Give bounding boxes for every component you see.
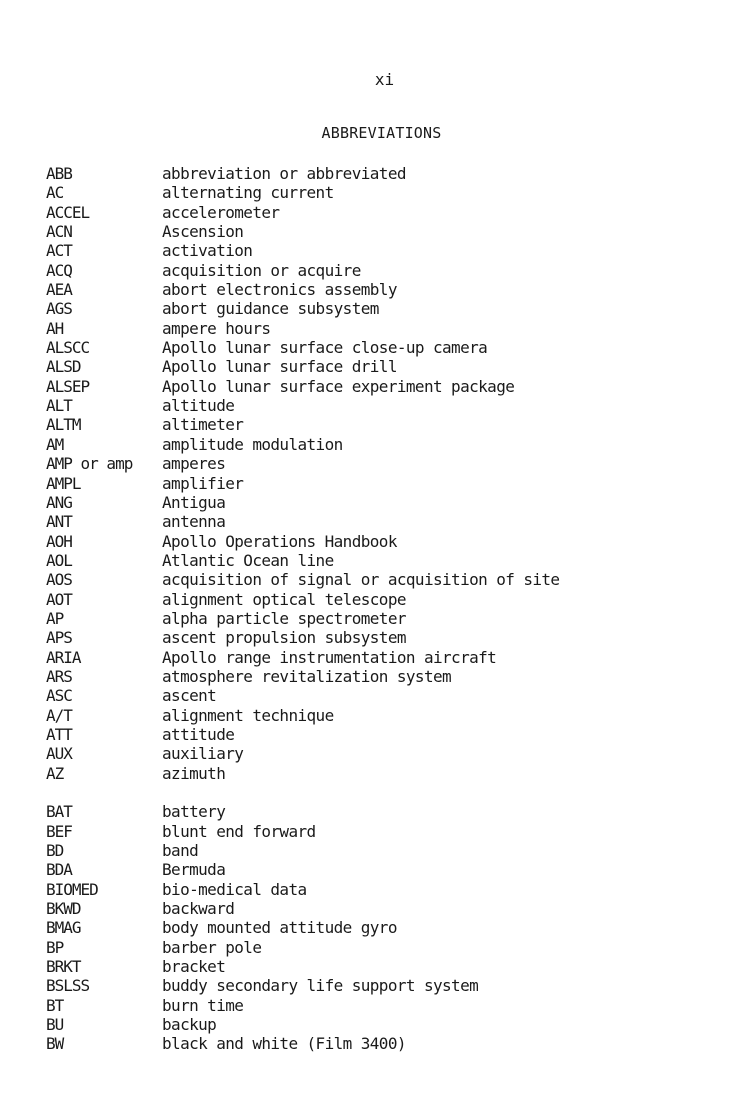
abbreviation-definition: Apollo lunar surface experiment package — [162, 376, 515, 396]
abbreviation-term: ALSD — [46, 357, 81, 377]
abbreviation-term: AP — [46, 608, 64, 628]
abbreviation-definition: bracket — [162, 957, 226, 977]
abbreviation-row — [46, 222, 726, 241]
abbreviation-term: BD — [46, 841, 64, 861]
abbreviation-term: BKWD — [46, 899, 81, 919]
abbreviation-term: AOH — [46, 531, 72, 551]
abbreviation-term: ARS — [46, 666, 72, 686]
abbreviation-definition: Ascension — [162, 222, 244, 242]
abbreviation-row — [46, 570, 726, 589]
abbreviation-term: AC — [46, 183, 64, 203]
abbreviation-definition: body mounted attitude gyro — [162, 918, 397, 938]
abbreviation-definition: abort guidance subsystem — [162, 299, 379, 319]
abbreviation-term: AEA — [46, 280, 72, 300]
abbreviation-definition: ascent — [162, 686, 217, 706]
abbreviation-definition: amplitude modulation — [162, 434, 343, 454]
abbreviation-row — [46, 493, 726, 512]
abbreviation-term: ARIA — [46, 647, 81, 667]
abbreviation-term: AOS — [46, 570, 72, 590]
abbreviation-row — [46, 396, 726, 415]
abbreviation-definition: abbreviation or abbreviated — [162, 164, 406, 183]
abbreviation-row — [46, 880, 726, 899]
abbreviation-definition: amplifier — [162, 473, 244, 493]
abbreviation-definition: Apollo lunar surface drill — [162, 357, 397, 377]
abbreviation-definition: alpha particle spectrometer — [162, 608, 406, 628]
page-number: xi — [374, 70, 395, 89]
abbreviation-row — [46, 744, 726, 763]
abbreviation-definition: activation — [162, 241, 253, 261]
abbreviation-term: ACCEL — [46, 202, 90, 222]
abbreviation-definition: alternating current — [162, 183, 334, 203]
abbreviation-definition: alignment optical telescope — [162, 589, 406, 609]
abbreviation-definition: auxiliary — [162, 744, 244, 764]
abbreviation-definition: backward — [162, 899, 235, 919]
abbreviation-term: BU — [46, 1015, 64, 1035]
abbreviation-term: AUX — [46, 744, 72, 764]
abbreviation-term: ALSEP — [46, 376, 90, 396]
abbreviation-term: AMP or amp — [46, 454, 133, 474]
abbreviation-definition: antenna — [162, 512, 226, 532]
abbreviation-row — [46, 996, 726, 1015]
abbreviation-term: ALT — [46, 396, 72, 416]
abbreviation-row — [46, 261, 726, 280]
abbreviation-row — [46, 299, 726, 318]
abbreviation-row — [46, 822, 726, 841]
abbreviation-term: BW — [46, 1034, 64, 1054]
abbreviation-definition: altitude — [162, 396, 235, 416]
abbreviation-term: BSLSS — [46, 976, 90, 996]
abbreviation-row — [46, 164, 726, 183]
abbreviation-row — [46, 241, 726, 260]
abbreviation-definition: atmosphere revitalization system — [162, 666, 452, 686]
abbreviation-row — [46, 648, 726, 667]
abbreviation-group-a — [46, 164, 726, 783]
abbreviation-row — [46, 957, 726, 976]
abbreviation-definition: Antigua — [162, 492, 226, 512]
abbreviation-row — [46, 609, 726, 628]
abbreviation-term: ALTM — [46, 415, 81, 435]
abbreviation-definition: buddy secondary life support system — [162, 976, 479, 996]
abbreviation-definition: amperes — [162, 454, 226, 474]
abbreviation-row — [46, 280, 726, 299]
abbreviation-definition: band — [162, 841, 199, 861]
abbreviation-row — [46, 454, 726, 473]
abbreviation-row — [46, 551, 726, 570]
abbreviation-definition: abort electronics assembly — [162, 280, 397, 300]
abbreviation-row — [46, 841, 726, 860]
abbreviation-row — [46, 377, 726, 396]
abbreviation-row — [46, 203, 726, 222]
abbreviation-row — [46, 667, 726, 686]
abbreviation-term: BP — [46, 937, 64, 957]
abbreviation-row — [46, 183, 726, 202]
abbreviation-row — [46, 686, 726, 705]
abbreviation-definition: acquisition of signal or acquisition of site — [162, 570, 560, 590]
abbreviation-term: ACT — [46, 241, 72, 261]
abbreviation-definition: accelerometer — [162, 202, 280, 222]
abbreviation-row — [46, 338, 726, 357]
page-title: ABBREVIATIONS — [321, 124, 442, 142]
abbreviation-row — [46, 802, 726, 821]
abbreviation-term: ANG — [46, 492, 72, 512]
abbreviation-row — [46, 764, 726, 783]
abbreviation-row — [46, 319, 726, 338]
abbreviation-row — [46, 532, 726, 551]
abbreviation-definition: bio-medical data — [162, 879, 307, 899]
abbreviation-term: BRKT — [46, 957, 81, 977]
abbreviation-definition: azimuth — [162, 763, 226, 783]
abbreviation-row — [46, 628, 726, 647]
abbreviation-definition: Atlantic Ocean line — [162, 550, 334, 570]
abbreviation-definition: altimeter — [162, 415, 244, 435]
abbreviation-definition: ascent propulsion subsystem — [162, 628, 406, 648]
abbreviation-term: ACN — [46, 222, 72, 242]
abbreviation-row — [46, 860, 726, 879]
abbreviation-term: AMPL — [46, 473, 81, 493]
abbreviation-term: ASC — [46, 686, 72, 706]
abbreviation-definition: black and white (Film 3400) — [162, 1034, 406, 1054]
abbreviation-row — [46, 918, 726, 937]
abbreviation-term: ABB — [46, 164, 72, 183]
abbreviation-definition: Apollo range instrumentation aircraft — [162, 647, 497, 667]
abbreviation-definition: Apollo Operations Handbook — [162, 531, 397, 551]
abbreviation-definition: backup — [162, 1015, 217, 1035]
abbreviation-definition: barber pole — [162, 937, 262, 957]
abbreviation-definition: acquisition or acquire — [162, 260, 361, 280]
abbreviation-row — [46, 512, 726, 531]
abbreviation-term: ALSCC — [46, 338, 90, 358]
abbreviation-row — [46, 590, 726, 609]
abbreviation-term: AOT — [46, 589, 72, 609]
abbreviation-definition: ampere hours — [162, 318, 271, 338]
abbreviation-term: BMAG — [46, 918, 81, 938]
abbreviation-definition: attitude — [162, 724, 235, 744]
abbreviation-term: AGS — [46, 299, 72, 319]
abbreviation-term: BT — [46, 995, 64, 1015]
abbreviation-row — [46, 899, 726, 918]
abbreviation-term: BDA — [46, 860, 72, 880]
abbreviation-row — [46, 415, 726, 434]
abbreviation-term: ATT — [46, 724, 72, 744]
group-separator — [46, 783, 726, 802]
abbreviation-row — [46, 435, 726, 454]
abbreviation-definition: Bermuda — [162, 860, 226, 880]
abbreviation-definition: Apollo lunar surface close-up camera — [162, 338, 488, 358]
abbreviation-term: AZ — [46, 763, 64, 783]
abbreviation-term: AM — [46, 434, 64, 454]
abbreviation-term: AH — [46, 318, 64, 338]
abbreviation-row — [46, 938, 726, 957]
abbreviation-term: APS — [46, 628, 72, 648]
abbreviation-term: A/T — [46, 705, 72, 725]
abbreviation-group-b — [46, 802, 726, 1053]
abbreviation-row — [46, 706, 726, 725]
abbreviation-term: BAT — [46, 802, 72, 822]
abbreviation-row — [46, 725, 726, 744]
abbreviation-definition: battery — [162, 802, 226, 822]
abbreviation-row — [46, 474, 726, 493]
abbreviation-term: BIOMED — [46, 879, 98, 899]
abbreviation-term: BEF — [46, 821, 72, 841]
abbreviation-term: AOL — [46, 550, 72, 570]
abbreviation-term: ACQ — [46, 260, 72, 280]
abbreviation-definition: burn time — [162, 995, 244, 1015]
abbreviation-term: ANT — [46, 512, 72, 532]
abbreviation-definition: alignment technique — [162, 705, 334, 725]
abbreviation-row — [46, 1034, 726, 1053]
abbreviation-row — [46, 1015, 726, 1034]
abbreviation-row — [46, 976, 726, 995]
abbreviation-row — [46, 357, 726, 376]
abbreviation-definition: blunt end forward — [162, 821, 316, 841]
abbreviation-list — [46, 164, 726, 1054]
